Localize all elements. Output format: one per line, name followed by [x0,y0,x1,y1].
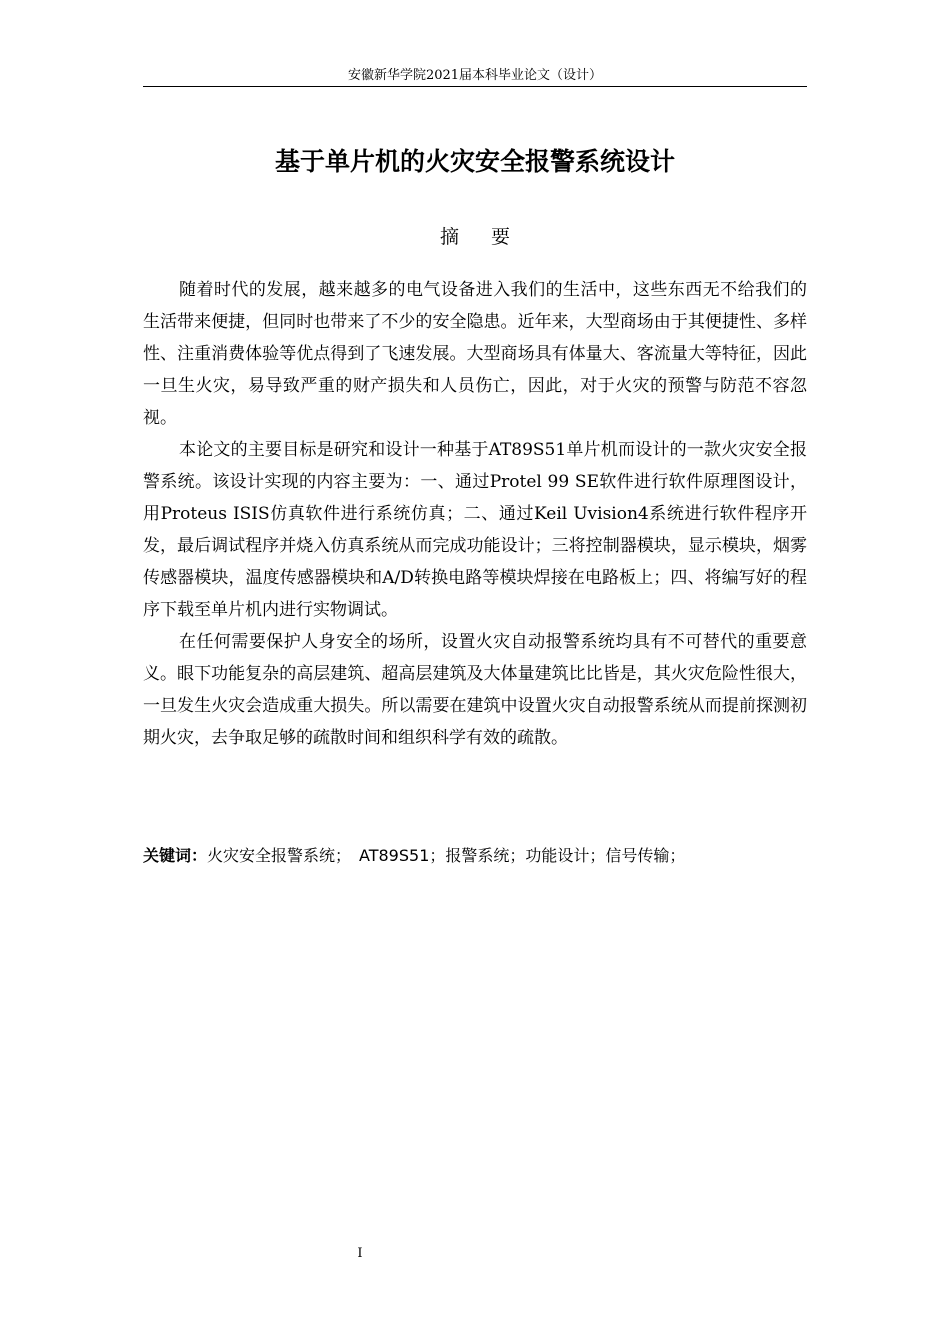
keywords-text: 火灾安全报警系统； AT89S51；报警系统；功能设计；信号传输； [207,846,686,865]
abstract-paragraph: 随着时代的发展，越来越多的电气设备进入我们的生活中，这些东西无不给我们的生活带来便捷，但同时也带来了不少的安全隐患。近年来，大型商场由于其便捷性、多样性、注重消费体验等优点得到了飞速发展。大型商场具有体量大、客流量大等特征，因此一旦生火灾，易导致严重的财产损失和人员伤亡，因此，对于火灾的预警与防范不容忽视。 [143,280,807,428]
abstract-body [143,274,807,754]
keywords-label: 关键词： [143,846,208,865]
abstract-heading: 摘要 [439,226,542,248]
document-title: 基于单片机的火灾安全报警系统设计 [274,147,675,176]
page-number: I [357,1246,363,1261]
keywords-line [143,842,807,870]
abstract-paragraph: 在任何需要保护人身安全的场所，设置火灾自动报警系统均具有不可替代的重要意义。眼下功能复杂的高层建筑、超高层建筑及大体量建筑比比皆是，其火灾危险性很大，一旦发生火灾会造成重大损失。所以需要在建筑中设置火灾自动报警系统从而提前探测初期火灾，去争取足够的疏散时间和组织科学有效的疏散。 [143,632,807,748]
page-header: 安徽新华学院2021届本科毕业论文（设计） [347,68,603,83]
header-divider [143,86,807,87]
abstract-paragraph: 本论文的主要目标是研究和设计一种基于AT89S51单片机而设计的一款火灾安全报警系统。该设计实现的内容主要为：一、通过Protel 99 SE软件进行软件原理图设计，用Proteus ISIS仿真软件进行系统仿真；二、通过Keil Uvision4系统进行软件程序开发，最后调试程序并烧入仿真系统从而完成功能设计；三将控制器模块，显示模块，烟雾传感器模块，温度传感器模块和A/D转换电路等模块焊接在电路板上；四、将编写好的程序下载至单片机内进行实物调试。 [143,440,807,620]
